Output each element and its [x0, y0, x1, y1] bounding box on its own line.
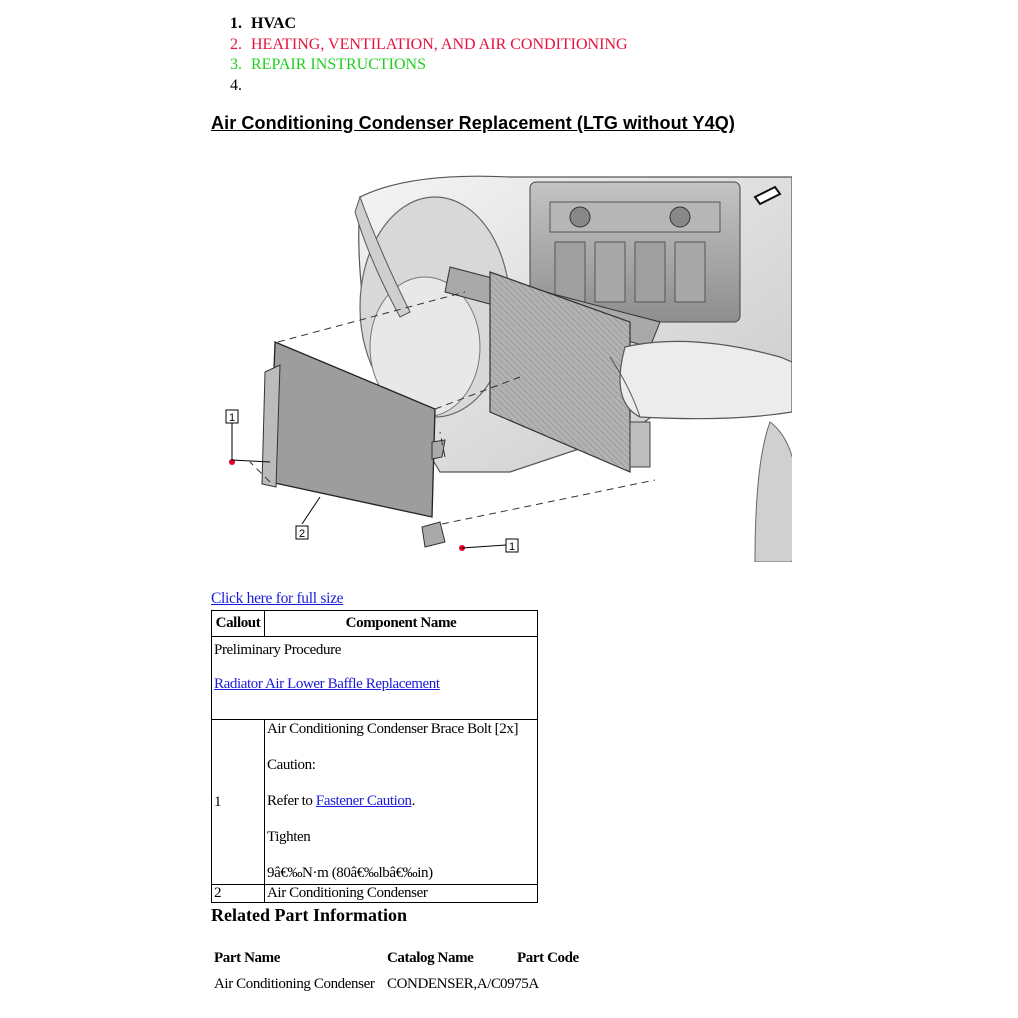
table-row: [212, 885, 538, 903]
breadcrumb-item-2[interactable]: 2. HEATING, VENTILATION, AND AIR CONDITIONING: [230, 35, 628, 53]
table-header-row: [212, 611, 538, 637]
full-size-link[interactable]: Click here for full size: [211, 590, 344, 607]
part-name: Air Conditioning Condenser: [214, 976, 375, 992]
page-title: Air Conditioning Condenser Replacement (LTG without Y4Q): [211, 113, 735, 133]
breadcrumb-item-1[interactable]: 1. HVAC: [230, 15, 297, 32]
table-row: [212, 720, 538, 885]
radiator-baffle-link[interactable]: Radiator Air Lower Baffle Replacement: [214, 676, 440, 692]
callout-label: 1: [228, 412, 236, 424]
callout-label: 2: [298, 528, 306, 540]
breadcrumb-item-4: 4.: [230, 76, 242, 94]
component-name-cell: Air Conditioning Condenser: [265, 885, 538, 903]
column-header: Component Name: [265, 611, 538, 637]
table-row: [212, 637, 538, 720]
component-table: [211, 610, 538, 903]
column-header: Part Name: [214, 950, 280, 966]
column-header: Callout: [212, 611, 265, 637]
callout-cell: 2: [212, 885, 265, 903]
part-code: 0975A: [500, 976, 539, 992]
callout-cell: 1: [212, 720, 265, 885]
preliminary-procedure-cell: [212, 637, 538, 720]
tighten-label: Tighten: [267, 829, 311, 845]
breadcrumb: [230, 14, 628, 96]
related-part-heading: Related Part Information: [211, 905, 407, 925]
callout-label: 1: [508, 541, 516, 553]
caution-label: Caution:: [267, 757, 316, 773]
condenser-illustration[interactable]: [210, 172, 792, 562]
column-header: Catalog Name: [387, 950, 474, 966]
component-name: Air Conditioning Condenser Brace Bolt [2x]: [267, 721, 519, 737]
catalog-name: CONDENSER,A/C: [387, 976, 501, 992]
preliminary-procedure-label: Preliminary Procedure: [214, 642, 341, 658]
refer-line: Refer to Fastener Caution.: [267, 793, 415, 809]
column-header: Part Code: [517, 950, 579, 966]
torque-value: 9â€‰N·m (80â€‰lbâ€‰in): [267, 865, 433, 881]
fastener-caution-link[interactable]: Fastener Caution: [315, 793, 412, 809]
component-name-cell: [265, 720, 538, 885]
breadcrumb-item-3[interactable]: 3. REPAIR INSTRUCTIONS: [230, 56, 426, 73]
condenser-illustration-svg: [210, 172, 792, 562]
